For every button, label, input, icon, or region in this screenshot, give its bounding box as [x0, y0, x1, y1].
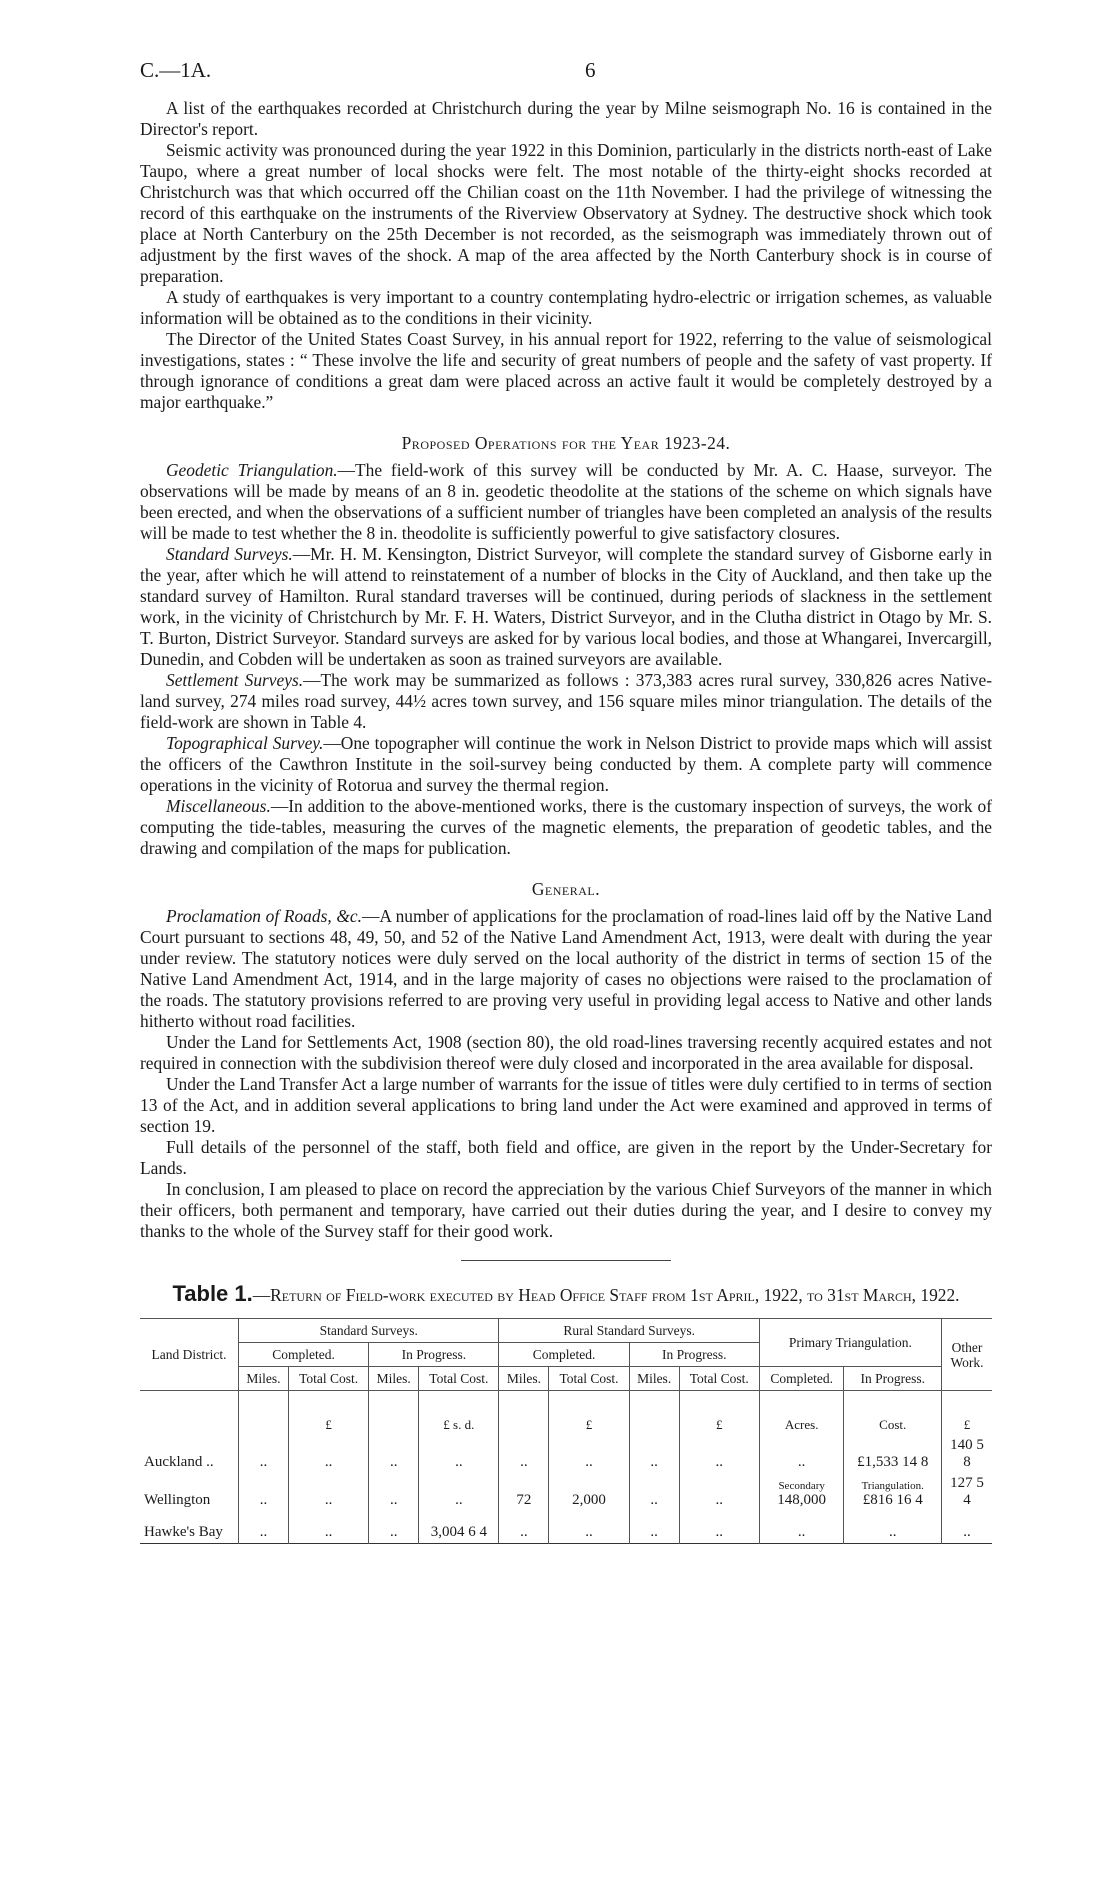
paragraph: Full details of the personnel of the staff, both field and office, are given in the report by the Under-Secretary for Lands.	[140, 1137, 992, 1178]
header-completed: Completed.	[759, 1367, 844, 1391]
table-cell: ..	[369, 1473, 419, 1511]
unit-cell: Cost.	[844, 1391, 942, 1436]
table-cell: ..	[549, 1511, 629, 1544]
unit-cell	[499, 1391, 549, 1436]
header-miles: Miles.	[629, 1367, 679, 1391]
table-cell: ..	[288, 1511, 368, 1544]
table-cell: ..	[629, 1511, 679, 1544]
table-cell: ..	[288, 1435, 368, 1473]
unit-cell	[140, 1391, 239, 1436]
cell-value: £816 16 4	[862, 1492, 923, 1508]
table-cell: ..	[679, 1473, 759, 1511]
table-cell: 3,004 6 4	[419, 1511, 499, 1544]
intro-paragraphs	[140, 98, 992, 413]
paragraph	[140, 906, 992, 1032]
table-cell: ..	[942, 1511, 993, 1544]
paragraph	[140, 460, 992, 544]
table-cell: 72	[499, 1473, 549, 1511]
section-heading-proposed: Proposed Operations for the Year 1923-24.	[401, 433, 731, 453]
table-cell: 127 5 4	[942, 1473, 993, 1511]
header-in-progress: In Progress.	[629, 1343, 759, 1367]
header-total-cost: Total Cost.	[549, 1367, 629, 1391]
paragraph: Under the Land for Settlements Act, 1908 (section 80), the old road-lines traversing recently acquired estates and not required in connection with the subdivision thereof were duly closed and incorporated in the area available for disposal.	[140, 1032, 992, 1073]
paragraph: Under the Land Transfer Act a large number of warrants for the issue of titles were duly certified to in terms of section 13 of the Act, and in addition several applications to bring land under the Act were examined and approved in terms of section 19.	[140, 1074, 992, 1136]
general-section	[140, 906, 992, 1242]
field-work-table	[140, 1318, 992, 1544]
cell-note: Triangulation.	[861, 1480, 924, 1492]
cell-value: 148,000	[777, 1492, 827, 1508]
header-miles: Miles.	[239, 1367, 289, 1391]
table-cell: ..	[629, 1473, 679, 1511]
table-cell: 140 5 8	[942, 1435, 993, 1473]
table-cell: ..	[759, 1435, 844, 1473]
header-total-cost: Total Cost.	[679, 1367, 759, 1391]
table-cell: ..	[679, 1511, 759, 1544]
document-reference: C.—1A.	[140, 58, 212, 82]
table-cell	[844, 1473, 942, 1511]
paragraph-lead: Miscellaneous.	[166, 796, 271, 816]
paragraph	[140, 544, 992, 670]
paragraph: A list of the earthquakes recorded at Christchurch during the year by Milne seismograph No. 16 is contained in the Director's report.	[140, 98, 992, 139]
table-cell: ..	[759, 1511, 844, 1544]
unit-cell: £	[679, 1391, 759, 1436]
table-cell: ..	[499, 1511, 549, 1544]
paragraph: A study of earthquakes is very important to a country contemplating hydro-electric or irrigation schemes, as valuable information will be obtained as to the conditions in their vicinity.	[140, 287, 992, 328]
header-rural-standard-surveys: Rural Standard Surveys.	[499, 1319, 759, 1343]
table-cell: ..	[239, 1435, 289, 1473]
running-head	[140, 58, 992, 98]
table-cell: ..	[499, 1435, 549, 1473]
table-cell: ..	[288, 1473, 368, 1511]
paragraph: Seismic activity was pronounced during the year 1922 in this Dominion, particularly in the districts north-east of Lake Taupo, where a great number of local shocks were felt. The most notable of the thirty-eight shocks recorded at Christchurch was that which occurred off the Chilian coast on the 11th November. I had the privilege of witnessing the record of this earthquake on the instruments of the Riverview Observatory at Sydney. The destructive shock which took place at North Canterbury on the 25th December is not recorded, as the seismograph was immediately thrown out of adjustment by the first waves of the shock. A map of the area affected by the North Canterbury shock is in course of preparation.	[140, 140, 992, 286]
district-name: Wellington	[140, 1473, 239, 1511]
paragraph	[140, 796, 992, 859]
table-cell: ..	[844, 1511, 942, 1544]
header-land-district: Land District.	[140, 1319, 239, 1391]
table-cell: ..	[239, 1473, 289, 1511]
paragraph	[140, 733, 992, 796]
header-miles: Miles.	[499, 1367, 549, 1391]
table-row	[140, 1435, 992, 1473]
paragraph-lead: Settlement Surveys.	[166, 670, 304, 690]
district-name: Auckland ..	[140, 1435, 239, 1473]
header-in-progress: In Progress.	[844, 1367, 942, 1391]
section-heading-general: General.	[531, 879, 601, 899]
paragraph-text: —Mr. H. M. Kensington, District Surveyor, will complete the standard survey of Gisborne early in the year, after which he will attend to reinstatement of a number of blocks in the City of Auckland, and then take up the standard survey of Hamilton. Rural standard traverses will be continued, during periods of slackness in the settlement work, in the vicinity of Christchurch by Mr. F. H. Waters, District Surveyor, and in the Clutha district in Otago by Mr. S. T. Burton, District Surveyor. Standard surveys are asked for by various local bodies, and those at Whangarei, Invercargill, Dunedin, and Cobden will be undertaken as soon as trained surveyors are available.	[140, 544, 993, 669]
proposed-operations	[140, 460, 992, 859]
cell-note: Secondary	[778, 1480, 825, 1492]
header-total-cost: Total Cost.	[288, 1367, 368, 1391]
header-completed: Completed.	[239, 1343, 369, 1367]
table-number: Table 1.	[172, 1281, 253, 1306]
paragraph: The Director of the United States Coast Survey, in his annual report for 1922, referring to the value of seismological investigations, states : “ These involve the life and security of great numbers of people and the safety of vast property. If through ignorance of conditions a great dam were placed across an active fault it would be completely destroyed by a major earthquake.”	[140, 329, 992, 412]
paragraph	[140, 670, 992, 733]
table-cell: ..	[369, 1511, 419, 1544]
table-cell: ..	[679, 1435, 759, 1473]
page-number: 6	[585, 58, 596, 82]
header-in-progress: In Progress.	[369, 1343, 499, 1367]
table-title: —Return of Field-work executed by Head Office Staff from 1st April, 1922, to 31st March, 1922.	[252, 1285, 960, 1305]
header-other-work: Other Work.	[942, 1319, 993, 1391]
unit-cell: Acres.	[759, 1391, 844, 1436]
paragraph-text: —A number of applications for the proclamation of road-lines laid off by the Native Land Court pursuant to sections 48, 49, 50, and 52 of the Native Land Amendment Act, 1913, were dealt with during the year under review. The statutory notices were duly served on the local authority of the district in terms of section 15 of the Native Land Amendment Act, 1914, and in the large majority of cases no objections were raised to the proclamation of the roads. The statutory provisions referred to are proving very useful in providing legal access to Native and other lands hitherto without road facilities.	[140, 906, 993, 1031]
table-caption	[140, 1283, 992, 1306]
table-cell	[759, 1473, 844, 1511]
section-divider	[461, 1260, 671, 1261]
paragraph-text: —The field-work of this survey will be conducted by Mr. A. C. Haase, surveyor. The observations will be made by means of an 8 in. geodetic theodolite at the stations of the scheme on which signals have been erected, and when the observations of a sufficient number of triangles have been completed an analysis of the results will be made to test whether the 8 in. theodolite is sufficiently powerful to give satisfactory closures.	[140, 460, 992, 543]
table-cell: ..	[549, 1435, 629, 1473]
header-total-cost: Total Cost.	[419, 1367, 499, 1391]
table-cell: 2,000	[549, 1473, 629, 1511]
table-cell: ..	[419, 1473, 499, 1511]
table-units-row	[140, 1391, 992, 1436]
paragraph-lead: Topographical Survey.	[166, 733, 324, 753]
district-name: Hawke's Bay	[140, 1511, 239, 1544]
header-completed: Completed.	[499, 1343, 629, 1367]
table-cell: ..	[369, 1435, 419, 1473]
unit-cell: £ s. d.	[419, 1391, 499, 1436]
unit-cell	[629, 1391, 679, 1436]
unit-cell: £	[288, 1391, 368, 1436]
header-primary-triangulation: Primary Triangulation.	[759, 1319, 941, 1367]
table-row	[140, 1511, 992, 1544]
unit-cell: £	[549, 1391, 629, 1436]
header-miles: Miles.	[369, 1367, 419, 1391]
header-standard-surveys: Standard Surveys.	[239, 1319, 499, 1343]
paragraph: In conclusion, I am pleased to place on record the appreciation by the various Chief Surveyors of the manner in which their officers, both permanent and temporary, have carried out their duties during the year, and I desire to convey my thanks to the whole of the Survey staff for their good work.	[140, 1179, 992, 1241]
paragraph-lead: Geodetic Triangulation.	[166, 460, 338, 480]
unit-cell	[369, 1391, 419, 1436]
table-cell: ..	[239, 1511, 289, 1544]
unit-cell	[239, 1391, 289, 1436]
table-cell: ..	[419, 1435, 499, 1473]
table-cell: £1,533 14 8	[844, 1435, 942, 1473]
table-row	[140, 1473, 992, 1511]
paragraph-text: —In addition to the above-mentioned works, there is the customary inspection of surveys, the work of computing the tide-tables, measuring the curves of the magnetic elements, the preparation of geodetic tables, and the drawing and compilation of the maps for publication.	[140, 796, 992, 858]
table-cell: ..	[629, 1435, 679, 1473]
paragraph-text: —The work may be summarized as follows : 373,383 acres rural survey, 330,826 acres Native-land survey, 274 miles road survey, 44½ acres town survey, and 156 square miles minor triangulation. The details of the field-work are shown in Table 4.	[140, 670, 992, 732]
paragraph-text: —One topographer will continue the work in Nelson District to provide maps which will assist the officers of the Cawthron Institute in the soil-survey being conducted by them. A complete party will commence operations in the vicinity of Rotorua and survey the thermal region.	[140, 733, 993, 795]
paragraph-lead: Standard Surveys.	[166, 544, 293, 564]
paragraph-lead: Proclamation of Roads, &c.	[166, 906, 362, 926]
unit-cell: £	[942, 1391, 993, 1436]
